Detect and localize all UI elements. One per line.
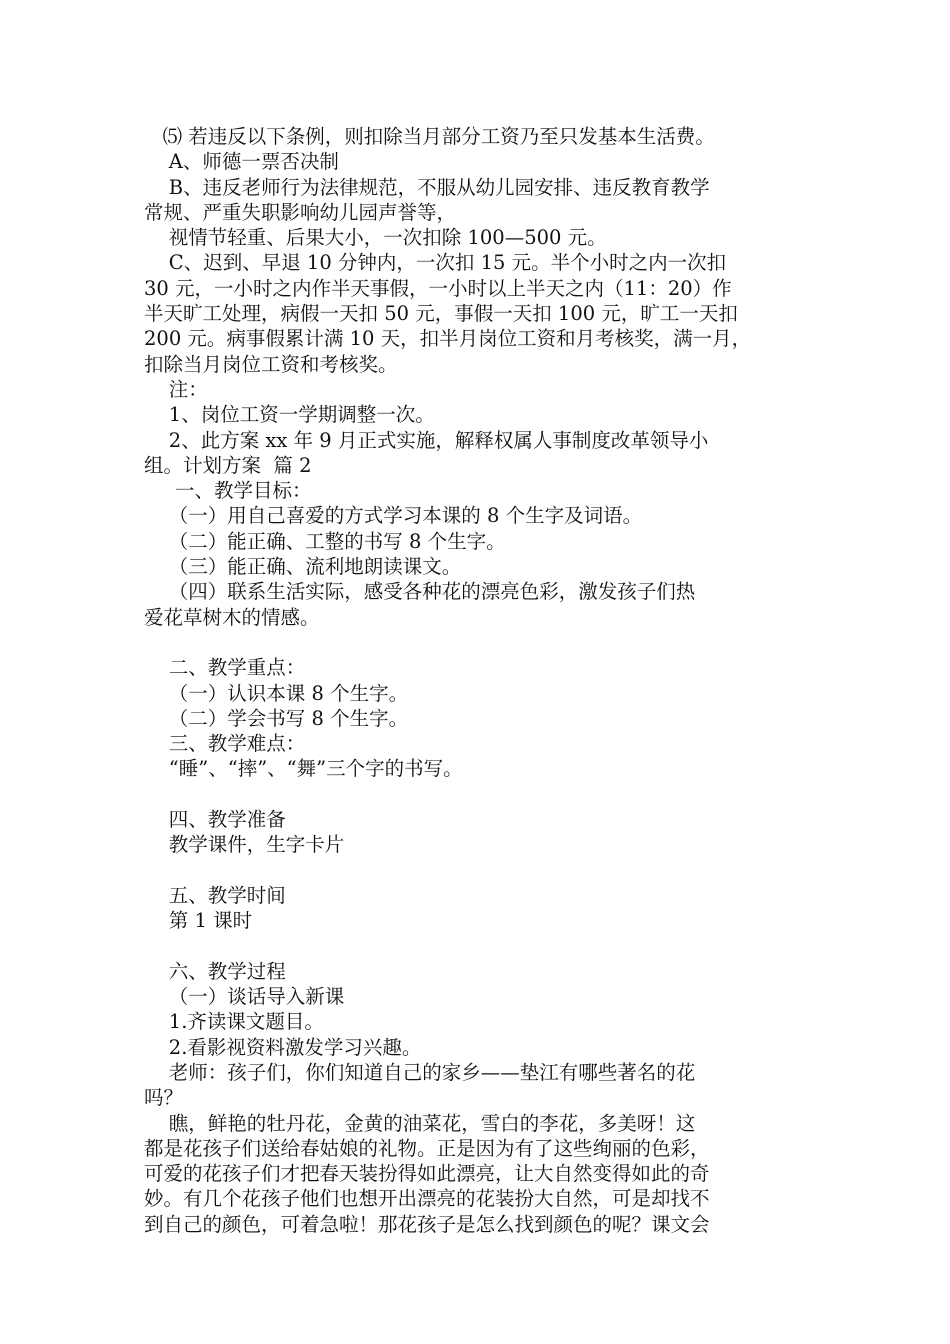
- text-line: 常规、严重失职影响幼儿园声誉等，: [144, 200, 457, 224]
- text-line: 爱花草树木的情感。: [144, 605, 320, 629]
- text-line: （二）能正确、工整的书写 8 个生字。: [144, 529, 506, 553]
- document-body: [144, 124, 820, 1237]
- blank-line: [144, 934, 820, 959]
- text-line: 二、教学重点：: [144, 656, 306, 680]
- text-line: 到自己的颜色，可着急啦！那花孩子是怎么找到颜色的呢？课文会: [144, 1212, 710, 1236]
- text-line: 半天旷工处理，病假一天扣 50 元，事假一天扣 100 元，旷工一天扣: [144, 302, 738, 326]
- text-line: 教学课件，生字卡片: [144, 833, 345, 857]
- text-line: （二）学会书写 8 个生字。: [144, 706, 409, 730]
- text-line: B、违反老师行为法律规范，不服从幼儿园安排、违反教育教学: [144, 175, 710, 199]
- text-line: （一）用自己喜爱的方式学习本课的 8 个生字及词语。: [144, 504, 643, 528]
- text-line: （四）联系生活实际，感受各种花的漂亮色彩，激发孩子们热: [144, 580, 696, 604]
- text-line: 吗？: [144, 1086, 184, 1110]
- text-line: 五、教学时间: [144, 883, 286, 907]
- text-line: 1、岗位工资一学期调整一次。: [144, 403, 435, 427]
- text-line: 组。计划方案 篇 2: [144, 453, 312, 477]
- blank-line: [144, 630, 820, 655]
- text-line: A、师德一票否决制: [144, 150, 339, 174]
- text-line: （一）认识本课 8 个生字。: [144, 681, 409, 705]
- text-line: 2、此方案 xx 年 9 月正式实施，解释权属人事制度改革领导小: [144, 428, 709, 452]
- text-line: 注：: [144, 377, 208, 401]
- text-line: 200 元。病事假累计满 10 天，扣半月岗位工资和月考核奖，满一月，: [144, 327, 752, 351]
- text-line: 都是花孩子们送给春姑娘的礼物。正是因为有了这些绚丽的色彩，: [144, 1136, 710, 1160]
- text-line: （三）能正确、流利地朗读课文。: [144, 555, 462, 579]
- text-line: ⑸ 若违反以下条例，则扣除当月部分工资乃至只发基本生活费。: [144, 125, 715, 148]
- text-line: 视情节轻重、后果大小，一次扣除 100—500 元。: [144, 226, 607, 250]
- text-line: （一）谈话导入新课: [144, 985, 345, 1009]
- text-line: 六、教学过程: [144, 959, 286, 983]
- text-line: 2.看影视资料激发学习兴趣。: [144, 1035, 422, 1059]
- text-line: 第 1 课时: [144, 909, 253, 933]
- text-line: 老师：孩子们，你们知道自己的家乡——垫江有哪些著名的花: [144, 1060, 696, 1084]
- text-line: 30 元，一小时之内作半天事假，一小时以上半天之内（11：20）作: [144, 276, 732, 300]
- text-line: 妙。有几个花孩子他们也想开出漂亮的花装扮大自然，可是却找不: [144, 1187, 710, 1211]
- text-line: 瞧，鲜艳的牡丹花，金黄的油菜花，雪白的李花，多美呀！这: [144, 1111, 696, 1135]
- text-line: 三、教学难点：: [144, 732, 306, 756]
- text-line: 四、教学准备: [144, 808, 286, 832]
- blank-line: [144, 782, 820, 807]
- text-line: 1.齐读课文题目。: [144, 1010, 324, 1034]
- text-line: 扣除当月岗位工资和考核奖。: [144, 352, 398, 376]
- text-line: C、迟到、早退 10 分钟内，一次扣 15 元。半个小时之内一次扣: [144, 251, 727, 275]
- text-line: “睡”、“摔”、“舞”三个字的书写。: [144, 757, 463, 781]
- blank-line: [144, 858, 820, 883]
- text-line: 一、教学目标：: [144, 479, 312, 503]
- text-line: 可爱的花孩子们才把春天装扮得如此漂亮，让大自然变得如此的奇: [144, 1162, 710, 1186]
